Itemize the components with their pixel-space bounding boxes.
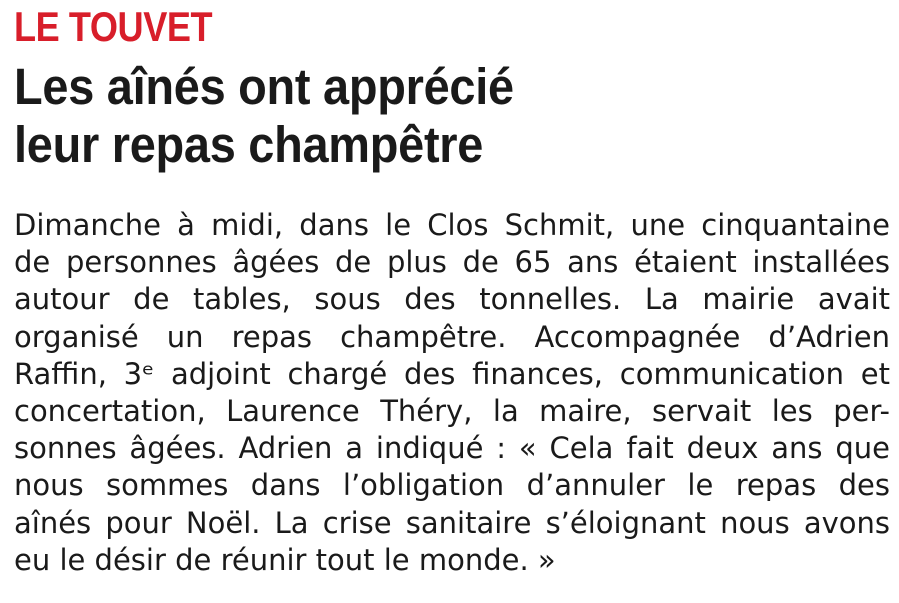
body-line: concertation, Laurence Théry, la maire, servait les per- (14, 393, 890, 428)
body-line: nous sommes dans l’obligation d’annuler le repas des (14, 468, 890, 503)
body-line: eu le désir de réunir tout le monde. » (14, 542, 556, 577)
body-line: organisé un repas champêtre. Accompagnée d’Adrien (14, 319, 890, 354)
body-line: sonnes âgées. Adrien a indiqué : « Cela fait deux ans que (14, 431, 890, 466)
article-body (14, 207, 890, 579)
body-line: autour de tables, sous des tonnelles. La mairie avait (14, 282, 890, 317)
body-line: aînés pour Noël. La crise sanitaire s’éloignant nous avons (14, 505, 890, 540)
article-kicker-location: LE TOUVET (14, 3, 213, 50)
body-line: Dimanche à midi, dans le Clos Schmit, une cinquantaine (14, 208, 890, 242)
article-headline (14, 58, 514, 174)
headline-line: leur repas champêtre (14, 116, 484, 173)
headline-line: Les aînés ont apprécié (14, 58, 514, 115)
body-line: Raffin, 3ᵉ adjoint chargé des finances, communication et (14, 356, 890, 391)
body-line: de personnes âgées de plus de 65 ans étaient installées (14, 245, 890, 280)
